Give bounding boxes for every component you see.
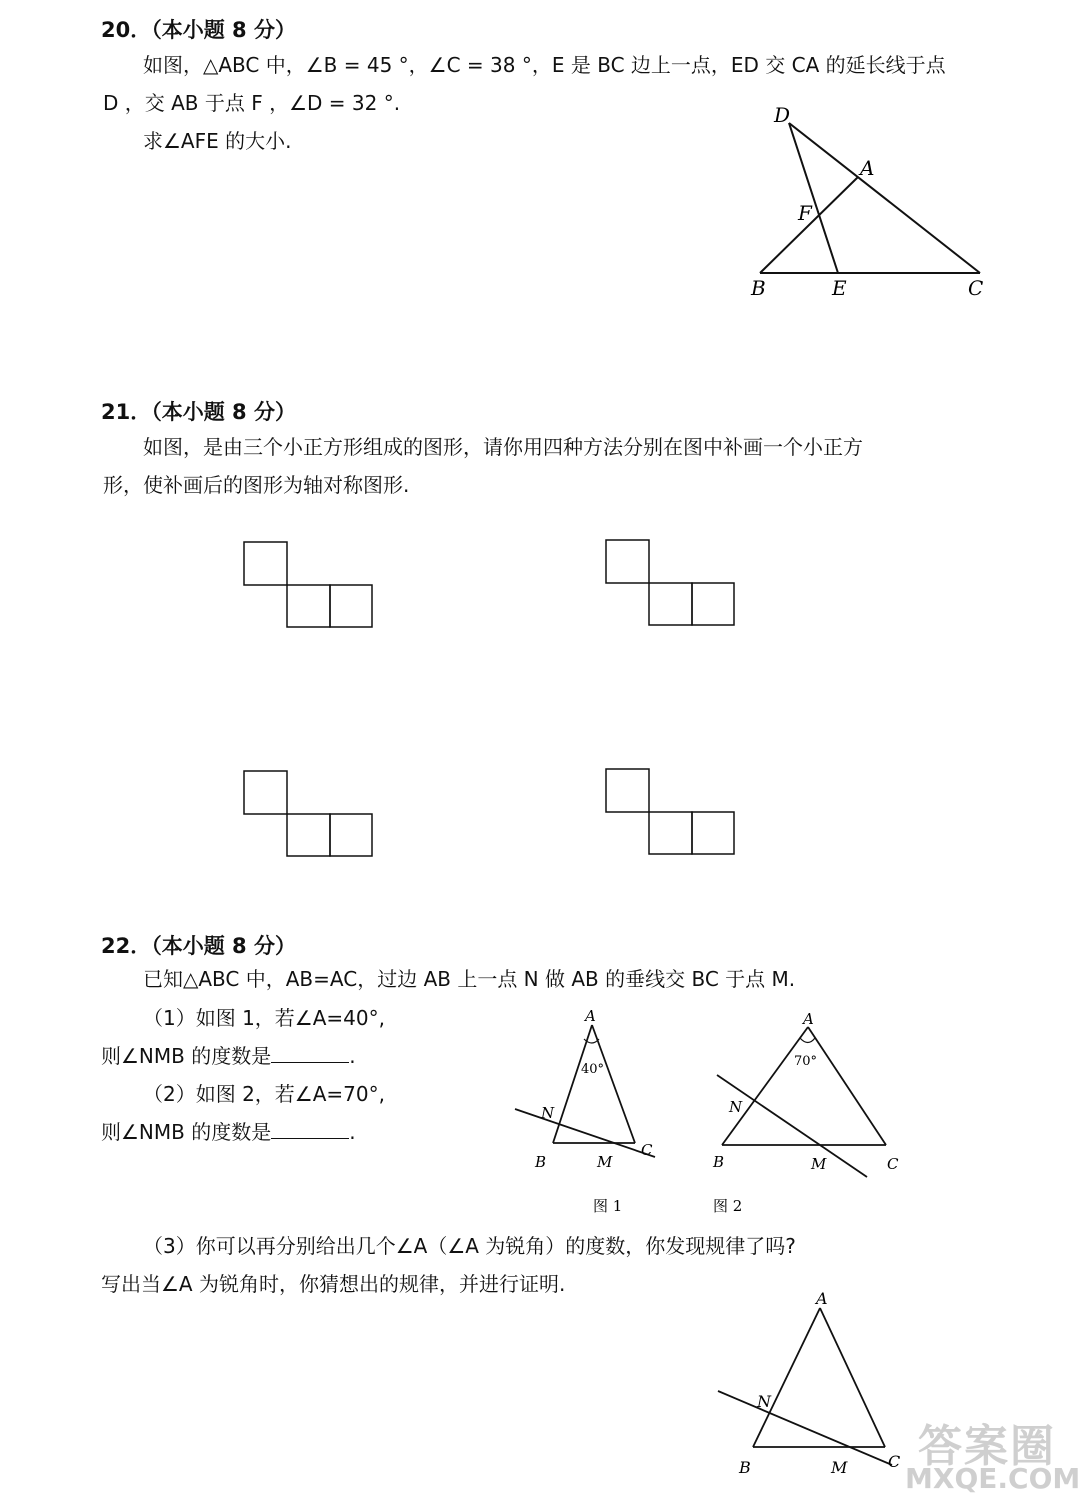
q20-heading: 20．（本小题 8 分） xyxy=(101,18,296,42)
q22-figure-2 xyxy=(705,1005,915,1220)
watermark-url: MXQE.COM xyxy=(905,1462,1080,1495)
q22-figure-3 xyxy=(710,1285,910,1480)
q20-triangle-figure xyxy=(740,100,1000,310)
fig2-label-B: B xyxy=(713,1153,725,1171)
fig1-label-M: M xyxy=(597,1153,613,1171)
q21-heading: 21．（本小题 8 分） xyxy=(101,400,296,424)
fig1-label-A: A xyxy=(585,1007,596,1025)
fig1-label-B: B xyxy=(535,1153,547,1171)
fig3-label-M: M xyxy=(831,1458,848,1477)
q21-text-line2: 形，使补画后的图形为轴对称图形. xyxy=(103,473,410,497)
fig1-caption: 图 1 xyxy=(593,1197,623,1215)
q21-squares-figure-1 xyxy=(243,541,375,629)
label-D: D xyxy=(774,103,791,127)
q21-squares-figure-2 xyxy=(605,539,737,627)
fig3-label-N: N xyxy=(757,1392,771,1411)
q22-part2-line2 xyxy=(101,1119,356,1145)
label-B: B xyxy=(751,276,766,300)
fig1-label-C: C xyxy=(641,1141,653,1159)
fig3-label-B: B xyxy=(739,1458,751,1477)
q20-text-line1: 如图，△ABC 中，∠B = 45 °，∠C = 38 °，E 是 BC 边上一点，ED 交 CA 的延长线于点 xyxy=(143,53,946,77)
fig2-label-M: M xyxy=(811,1155,827,1173)
fig2-label-N: N xyxy=(729,1098,743,1116)
label-A: A xyxy=(860,156,875,180)
fig2-angle-label: 70° xyxy=(794,1054,818,1069)
fig1-angle-label: 40° xyxy=(581,1062,605,1077)
period-2: . xyxy=(349,1120,356,1144)
period-1: . xyxy=(349,1044,356,1068)
label-F: F xyxy=(798,201,812,225)
q21-squares-figure-4 xyxy=(605,768,737,856)
fig3-label-C: C xyxy=(888,1452,901,1471)
label-E: E xyxy=(832,276,847,300)
answer-blank-2[interactable] xyxy=(271,1120,349,1139)
fig1-label-N: N xyxy=(541,1104,555,1122)
q22-part3-line2: 写出当∠A 为锐角时，你猜想出的规律，并进行证明. xyxy=(101,1272,566,1296)
q20-text-line3: 求∠AFE 的大小. xyxy=(143,129,292,153)
answer-blank-1[interactable] xyxy=(271,1044,349,1063)
q21-text-line1: 如图，是由三个小正方形组成的图形，请你用四种方法分别在图中补画一个小正方 xyxy=(143,435,863,459)
q22-intro: 已知△ABC 中，AB=AC，过边 AB 上一点 N 做 AB 的垂线交 BC 于点 M. xyxy=(143,967,796,991)
fig3-label-A: A xyxy=(816,1289,828,1308)
fig2-label-A: A xyxy=(803,1010,814,1028)
label-C: C xyxy=(968,276,984,300)
q22-part3-line1: （3）你可以再分别给出几个∠A（∠A 为锐角）的度数，你发现规律了吗? xyxy=(143,1234,796,1258)
q22-part1-question: 则∠NMB 的度数是 xyxy=(101,1044,272,1068)
q22-part2-question: 则∠NMB 的度数是 xyxy=(101,1120,272,1144)
fig2-caption: 图 2 xyxy=(713,1197,743,1215)
fig2-label-C: C xyxy=(887,1155,899,1173)
q22-figure-1 xyxy=(505,1005,675,1220)
q21-squares-figure-3 xyxy=(243,770,375,858)
q22-part1-line2 xyxy=(101,1043,356,1069)
q22-part2-line1: （2）如图 2，若∠A=70°, xyxy=(143,1082,385,1106)
watermark-logo: 答案圈 xyxy=(918,1421,1056,1472)
q20-text-line2: D ，交 AB 于点 F ，∠D = 32 °. xyxy=(103,91,401,115)
q22-part1-line1: （1）如图 1，若∠A=40°, xyxy=(143,1006,385,1030)
q22-heading: 22．（本小题 8 分） xyxy=(101,934,296,958)
